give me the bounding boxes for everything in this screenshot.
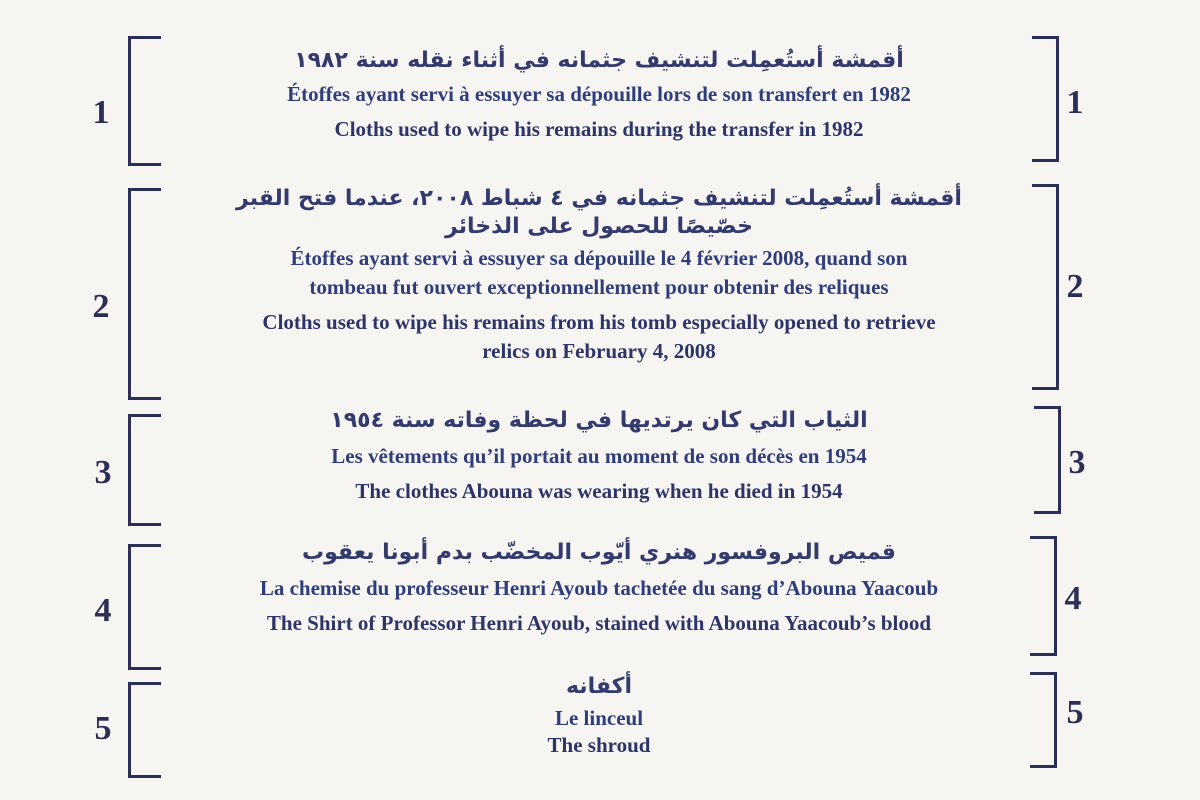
arabic-text: أقمشة أستُعمِلت لتنشيف جثمانه في ٤ شباط ٢٠٠٨، عندما فتح القبر xyxy=(236,186,962,211)
item-number-right: 4 xyxy=(1064,580,1082,617)
english-text: Cloths used to wipe his remains from his tomb especially opened to retrieve xyxy=(262,310,936,334)
item-text xyxy=(140,676,1058,756)
arabic-text: أكفانه xyxy=(565,674,633,699)
item-number-right: 5 xyxy=(1066,694,1084,731)
arabic-text: الثياب التي كان يرتديها في لحظة وفاته سنة ١٩٥٤ xyxy=(330,408,868,433)
item-number-left: 1 xyxy=(92,94,110,131)
french-text: Les vêtements qu’il portait au moment de son décès en 1954 xyxy=(331,444,867,468)
item-text xyxy=(140,542,1058,634)
item-text xyxy=(140,410,1058,502)
french-text: Le linceul xyxy=(554,706,644,730)
arabic-text: قميص البروفسور هنري أيّوب المخضّب بدم أبونا يعقوب xyxy=(302,540,896,565)
french-text: tombeau fut ouvert exceptionnellement pour obtenir des reliques xyxy=(309,275,889,299)
english-text: relics on February 4, 2008 xyxy=(482,339,716,363)
item-text xyxy=(140,188,1058,362)
item-number-left: 5 xyxy=(94,710,112,747)
french-text: La chemise du professeur Henri Ayoub tachetée du sang d’Abouna Yaacoub xyxy=(259,576,939,600)
item-number-right: 1 xyxy=(1066,84,1084,121)
item-text xyxy=(140,50,1058,140)
item-number-right: 2 xyxy=(1066,268,1084,305)
french-text: Étoffes ayant servi à essuyer sa dépouille le 4 février 2008, quand son xyxy=(290,246,908,270)
english-text: Cloths used to wipe his remains during the transfer in 1982 xyxy=(334,117,864,141)
arabic-text: أقمشة أستُعمِلت لتنشيف جثمانه في أثناء نقله سنة ١٩٨٢ xyxy=(294,48,904,73)
item-number-left: 2 xyxy=(92,288,110,325)
arabic-text: خصّيصًا للحصول على الذخائر xyxy=(445,214,753,239)
item-number-left: 4 xyxy=(94,592,112,629)
english-text: The Shirt of Professor Henri Ayoub, stained with Abouna Yaacoub’s blood xyxy=(266,611,932,635)
item-number-right: 3 xyxy=(1068,444,1086,481)
english-text: The shroud xyxy=(547,733,651,757)
french-text: Étoffes ayant servi à essuyer sa dépouille lors de son transfert en 1982 xyxy=(287,82,911,106)
item-number-left: 3 xyxy=(94,454,112,491)
english-text: The clothes Abouna was wearing when he died in 1954 xyxy=(355,479,843,503)
